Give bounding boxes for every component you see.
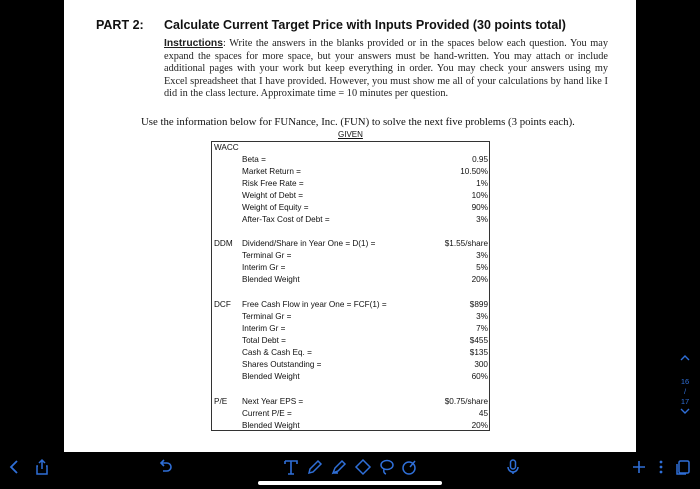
table-row: Terminal Gr = 3% bbox=[242, 312, 488, 321]
use-info-text: Use the information below for FUNance, Inc. (FUN) to solve the next five problems (3 points each). bbox=[141, 116, 575, 128]
table-row: Cash & Cash Eq. = $135 bbox=[242, 348, 488, 357]
table-row: Free Cash Flow in year One = FCF(1) = $899 bbox=[242, 300, 488, 309]
table-row: Blended Weight 20% bbox=[242, 275, 488, 284]
section-label-dcf: DCF bbox=[214, 300, 231, 309]
table-row: Current P/E = 45 bbox=[242, 409, 488, 418]
table-row: Weight of Equity = 90% bbox=[242, 203, 488, 212]
undo-icon[interactable] bbox=[154, 456, 176, 478]
more-icon[interactable] bbox=[650, 456, 672, 478]
part-label: PART 2: bbox=[96, 18, 144, 32]
table-row: Next Year EPS = $0.75/share bbox=[242, 397, 488, 406]
share-icon[interactable] bbox=[31, 456, 53, 478]
table-row: After-Tax Cost of Debt = 3% bbox=[242, 215, 488, 224]
home-indicator[interactable] bbox=[258, 481, 442, 485]
pages-icon[interactable] bbox=[672, 456, 694, 478]
given-table bbox=[211, 141, 490, 431]
mic-icon[interactable] bbox=[502, 456, 524, 478]
lasso-icon[interactable] bbox=[376, 456, 398, 478]
pen-icon[interactable] bbox=[304, 456, 326, 478]
instructions-label: Instructions bbox=[164, 38, 223, 49]
eraser-icon[interactable] bbox=[352, 456, 374, 478]
table-row: Terminal Gr = 3% bbox=[242, 251, 488, 260]
table-row: Interim Gr = 5% bbox=[242, 263, 488, 272]
back-icon[interactable] bbox=[4, 456, 26, 478]
page-indicator[interactable] bbox=[674, 354, 696, 418]
page-up-icon[interactable] bbox=[680, 354, 690, 362]
table-row: Beta = 0.95 bbox=[242, 155, 488, 164]
table-row: Total Debt = $455 bbox=[242, 336, 488, 345]
table-row: Blended Weight 20% bbox=[242, 421, 488, 430]
table-row: Blended Weight 60% bbox=[242, 372, 488, 381]
document-page[interactable] bbox=[64, 0, 636, 452]
current-page: 16 bbox=[680, 377, 690, 386]
section-label-pe: P/E bbox=[214, 397, 228, 406]
section-label-wacc: WACC bbox=[214, 143, 239, 152]
table-row: Dividend/Share in Year One = D(1) = $1.55/share bbox=[242, 239, 488, 248]
table-row: Market Return = 10.50% bbox=[242, 167, 488, 176]
instructions-text: : Write the answers in the blanks provided or in the spaces below each question. You may expand the spaces for more space, but your answers must be hand-written. You may attach or include additional pages with your work but keep everything in order. You may check your answers using my Excel spreadsheet that I have provided. However, you must show me all of your calculations by hand like I did in the class lecture. Approximate time = 10 minutes per question. bbox=[164, 38, 608, 100]
section-label-ddm: DDM bbox=[214, 239, 233, 248]
text-tool-icon[interactable] bbox=[280, 456, 302, 478]
page-down-icon[interactable] bbox=[680, 407, 690, 415]
highlighter-icon[interactable] bbox=[328, 456, 350, 478]
page-separator: / bbox=[683, 387, 687, 396]
table-row: Weight of Debt = 10% bbox=[242, 191, 488, 200]
part-heading: Calculate Current Target Price with Inputs Provided (30 points total) bbox=[164, 18, 566, 32]
table-row: Risk Free Rate = 1% bbox=[242, 179, 488, 188]
total-pages: 17 bbox=[680, 397, 690, 406]
table-row: Shares Outstanding = 300 bbox=[242, 360, 488, 369]
part-title bbox=[96, 18, 566, 32]
table-row: Interim Gr = 7% bbox=[242, 324, 488, 333]
shapes-icon[interactable] bbox=[398, 456, 420, 478]
given-label: GIVEN bbox=[338, 130, 363, 139]
add-icon[interactable] bbox=[628, 456, 650, 478]
instructions-paragraph bbox=[164, 38, 608, 101]
